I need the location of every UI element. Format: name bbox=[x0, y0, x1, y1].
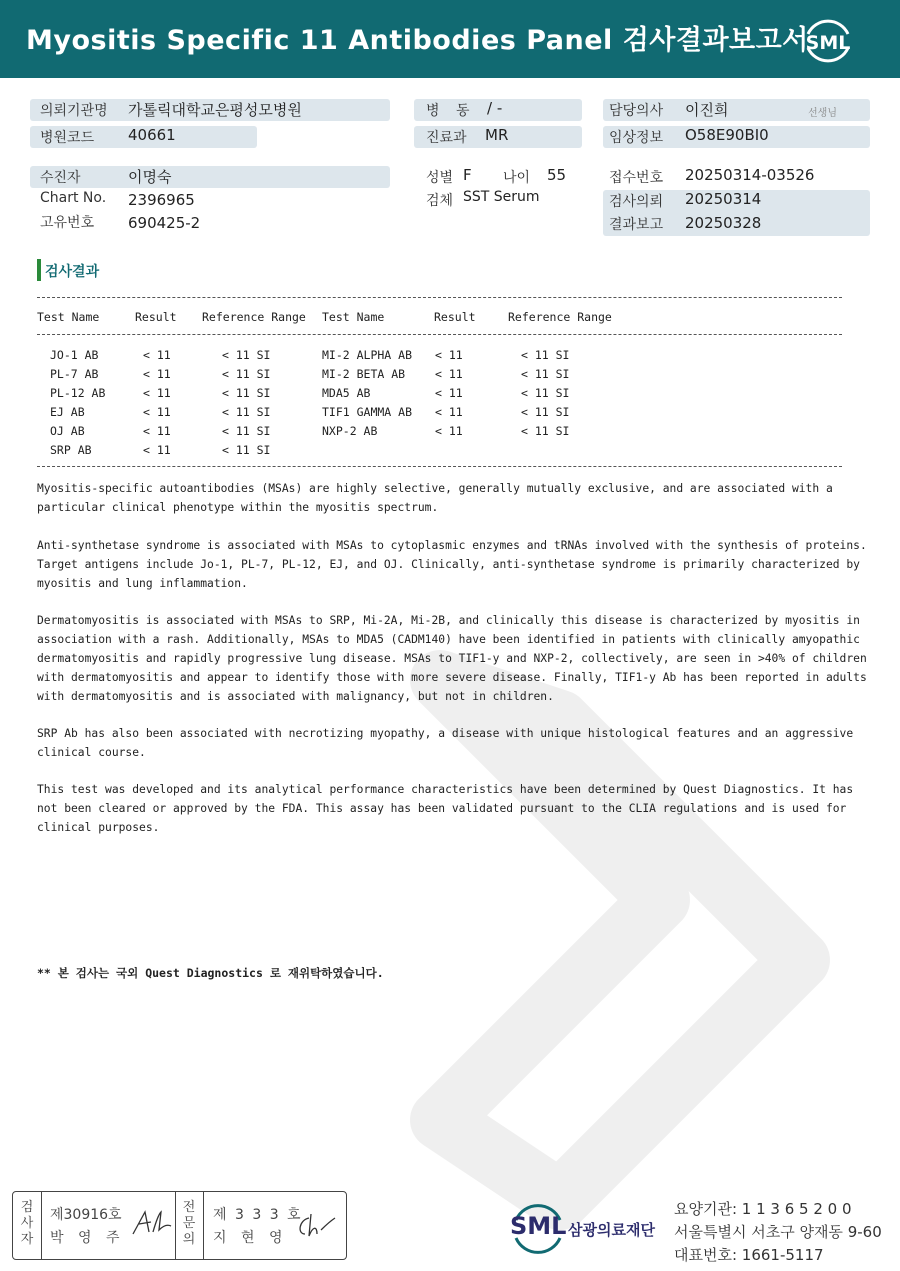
result-cell: < 11 bbox=[435, 386, 463, 400]
reference-range-cell: < 11 SI bbox=[521, 386, 570, 400]
result-cell: < 11 bbox=[143, 367, 171, 381]
reference-range-cell: < 11 SI bbox=[521, 367, 570, 381]
reference-range-cell: < 11 SI bbox=[222, 367, 271, 381]
footer-org-name: 삼광의료재단 bbox=[568, 1221, 655, 1239]
test-name-cell: MI-2 BETA AB bbox=[322, 367, 406, 381]
specialist-label: 전 문 의 bbox=[182, 1200, 196, 1247]
doctor-suffix: 선생님 bbox=[808, 108, 837, 119]
result-cell: < 11 bbox=[143, 386, 171, 400]
header-test-name: Test Name bbox=[37, 310, 100, 324]
clinical-label: 임상정보 bbox=[609, 130, 664, 146]
reference-range-cell: < 11 SI bbox=[222, 348, 271, 362]
specimen-value: SST Serum bbox=[463, 189, 540, 205]
specialist-signature-icon bbox=[295, 1212, 341, 1240]
chart-value: 2396965 bbox=[128, 191, 195, 209]
specimen-label: 검체 bbox=[426, 193, 454, 209]
header-reference-range: Reference Range bbox=[508, 310, 612, 324]
sml-logo-text: SML bbox=[805, 32, 851, 54]
footer-logo: SML bbox=[510, 1212, 567, 1240]
receipt-label: 접수번호 bbox=[609, 170, 664, 186]
signature-box bbox=[12, 1191, 347, 1260]
report-title: Myositis Specific 11 Antibodies Panel 검사결과보고서 bbox=[26, 25, 809, 56]
dept-label: 진료과 bbox=[426, 130, 467, 146]
request-value: 20250314 bbox=[685, 190, 762, 208]
reference-range-cell: < 11 SI bbox=[222, 405, 271, 419]
reference-range-cell: < 11 SI bbox=[222, 386, 271, 400]
footer-address: 서울특별시 서초구 양재동 9-60 bbox=[674, 1223, 882, 1241]
hospital-code-label: 병원코드 bbox=[40, 130, 95, 146]
clinical-value: O58E90BI0 bbox=[685, 126, 769, 144]
unique-value: 690425-2 bbox=[128, 214, 201, 232]
specialist-license: 제 3 3 3 호 bbox=[213, 1207, 303, 1223]
result-cell: < 11 bbox=[143, 405, 171, 419]
section-title: 검사결과 bbox=[45, 264, 100, 280]
paragraph: Dermatomyositis is associated with MSAs to SRP, Mi-2A, Mi-2B, and clinically this disease is characterized by myositis in association with a rash. Additionally, MSAs to MDA5 (CADM140) have been identified in patients with clinically amyopathic dermatomyositis and rapidly progressive lung disease. MSAs to TIF1-y and NXP-2, collectively, are seen in >40% of children with dermatomyositis and appear to identify those with more severe disease. Finally, TIF1-y Ab has been reported in adults with dermatomyositis and is associated with malignancy, but not in children. bbox=[37, 614, 867, 703]
paragraph: This test was developed and its analytical performance characteristics have been determined by Quest Diagnostics. It has not been cleared or approved by the FDA. This assay has been validated pursuant to the CLIA regulations and is used for clinical purposes. bbox=[37, 783, 854, 834]
result-cell: < 11 bbox=[143, 443, 171, 457]
sex-value: F bbox=[463, 166, 472, 184]
reference-range-cell: < 11 SI bbox=[521, 405, 570, 419]
unique-label: 고유번호 bbox=[40, 215, 95, 231]
divider bbox=[37, 297, 842, 298]
test-name-cell: NXP-2 AB bbox=[322, 424, 378, 438]
test-name-cell: PL-12 AB bbox=[50, 386, 106, 400]
header-test-name: Test Name bbox=[322, 310, 385, 324]
result-cell: < 11 bbox=[435, 367, 463, 381]
reference-range-cell: < 11 SI bbox=[521, 348, 570, 362]
divider bbox=[41, 1192, 42, 1259]
doctor-label: 담당의사 bbox=[609, 103, 664, 119]
divider bbox=[37, 334, 842, 335]
hospital-code-value: 40661 bbox=[128, 126, 176, 144]
dept-value: MR bbox=[485, 126, 509, 144]
tester-license: 제30916호 bbox=[50, 1207, 122, 1223]
test-name-cell: OJ AB bbox=[50, 424, 85, 438]
ward-value: / - bbox=[487, 99, 503, 117]
test-name-cell: EJ AB bbox=[50, 405, 85, 419]
doctor-value: 이진희 bbox=[685, 101, 729, 119]
header-reference-range: Reference Range bbox=[202, 310, 306, 324]
report-value: 20250328 bbox=[685, 214, 762, 232]
institution-label: 의뢰기관명 bbox=[40, 103, 108, 119]
ward-label: 병 동 bbox=[426, 103, 476, 119]
section-marker bbox=[37, 259, 41, 281]
test-name-cell: MI-2 ALPHA AB bbox=[322, 348, 413, 362]
paragraph: Myositis-specific autoantibodies (MSAs) are highly selective, generally mutually exclusive, and are associated with a particular clinical phenotype within the myositis spectrum. bbox=[37, 482, 833, 514]
patient-value: 이명숙 bbox=[128, 168, 172, 186]
institution-value: 가톨릭대학교은평성모병원 bbox=[128, 101, 302, 119]
tester-name: 박 영 주 bbox=[50, 1230, 125, 1246]
receipt-value: 20250314-03526 bbox=[685, 166, 815, 184]
test-name-cell: TIF1 GAMMA AB bbox=[322, 405, 413, 419]
referral-note: ** 본 검사는 국외 Quest Diagnostics 로 재위탁하였습니다. bbox=[37, 966, 384, 980]
footer-phone: 대표번호: 1661-5117 bbox=[674, 1246, 824, 1264]
result-cell: < 11 bbox=[435, 348, 463, 362]
age-label: 나이 bbox=[503, 170, 531, 186]
reference-range-cell: < 11 SI bbox=[222, 443, 271, 457]
tester-signature-icon bbox=[131, 1208, 173, 1238]
sml-logo bbox=[800, 12, 856, 68]
test-name-cell: PL-7 AB bbox=[50, 367, 99, 381]
info-bar bbox=[30, 166, 390, 188]
divider bbox=[175, 1192, 176, 1259]
report-label: 결과보고 bbox=[609, 217, 664, 233]
reference-range-cell: < 11 SI bbox=[222, 424, 271, 438]
report-header bbox=[0, 0, 900, 78]
result-cell: < 11 bbox=[143, 424, 171, 438]
chart-label: Chart No. bbox=[40, 190, 107, 206]
specialist-name: 지 현 영 bbox=[213, 1230, 288, 1246]
result-cell: < 11 bbox=[435, 405, 463, 419]
divider bbox=[203, 1192, 204, 1259]
patient-label: 수진자 bbox=[40, 170, 81, 186]
result-cell: < 11 bbox=[143, 348, 171, 362]
tester-label: 검 사 자 bbox=[20, 1200, 34, 1247]
result-cell: < 11 bbox=[435, 424, 463, 438]
test-name-cell: SRP AB bbox=[50, 443, 92, 457]
header-result: Result bbox=[135, 310, 177, 324]
paragraph: SRP Ab has also been associated with necrotizing myopathy, a disease with unique histological features and an aggressive clinical course. bbox=[37, 727, 854, 759]
test-name-cell: MDA5 AB bbox=[322, 386, 371, 400]
sex-label: 성별 bbox=[426, 170, 454, 186]
header-result: Result bbox=[434, 310, 476, 324]
paragraph: Anti-synthetase syndrome is associated with MSAs to cytoplasmic enzymes and tRNAs involved with the synthesis of proteins. Target antigens include Jo-1, PL-7, PL-12, EJ, and OJ. Clinically, anti-synthetase syndrome is primarily characterized by myositis and lung inflammation. bbox=[37, 539, 867, 590]
age-value: 55 bbox=[547, 166, 567, 184]
reference-range-cell: < 11 SI bbox=[521, 424, 570, 438]
request-label: 검사의뢰 bbox=[609, 194, 664, 210]
footer-institution-code: 요양기관: 1 1 3 6 5 2 0 0 bbox=[674, 1200, 852, 1218]
test-name-cell: JO-1 AB bbox=[50, 348, 99, 362]
divider bbox=[37, 466, 842, 467]
